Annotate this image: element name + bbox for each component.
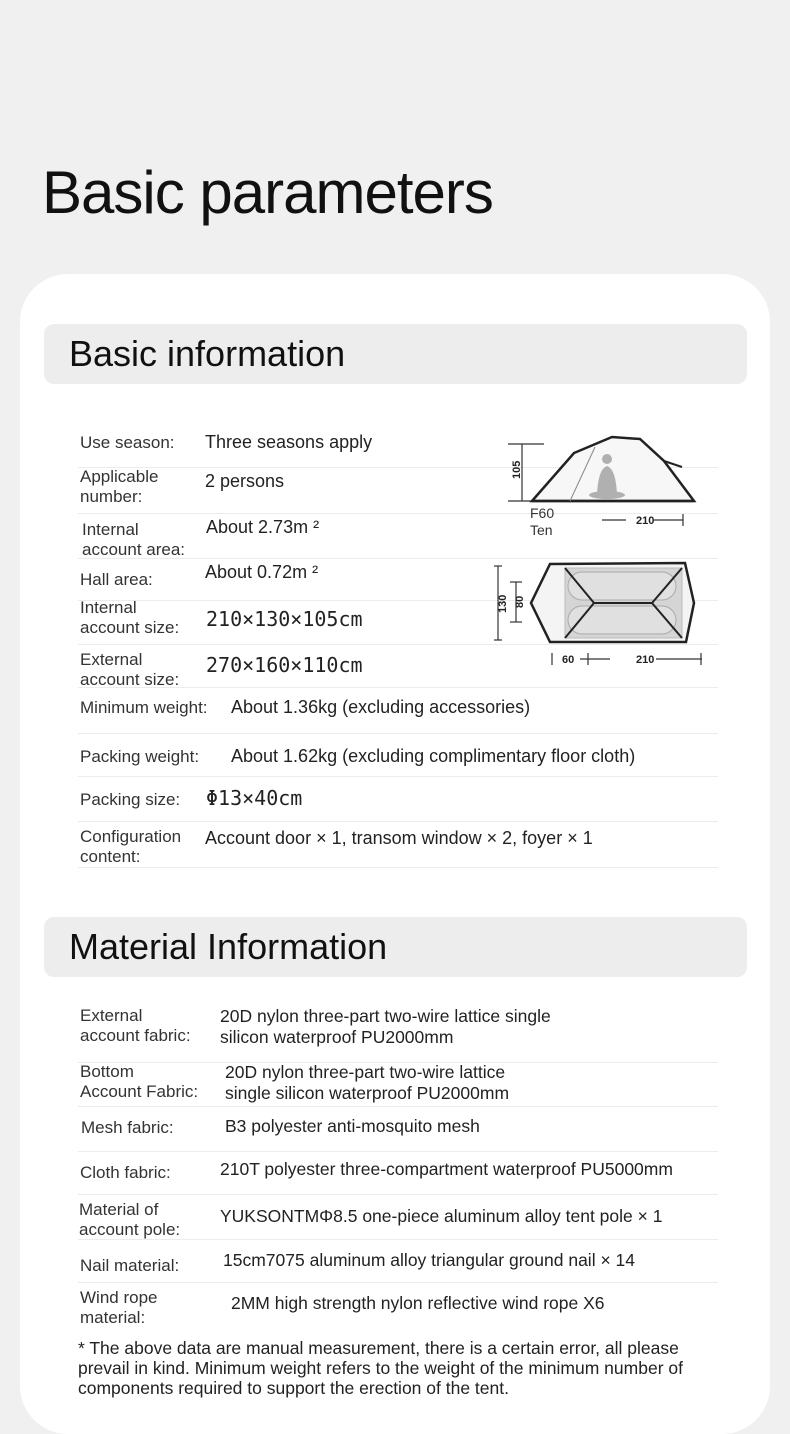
spec-row-packing-size bbox=[78, 776, 718, 822]
basic-information-title: Basic information bbox=[69, 333, 346, 374]
spec-value: 210×130×105cm bbox=[206, 607, 363, 631]
tent-name-label: Ten bbox=[530, 522, 553, 538]
spec-label: Minimum weight: bbox=[80, 698, 208, 717]
parameters-card bbox=[20, 274, 770, 1434]
material-information-header bbox=[44, 917, 747, 977]
tent-hall-label: 60 bbox=[562, 654, 575, 666]
spec-value: About 0.72m ² bbox=[205, 562, 319, 582]
material-row-nail bbox=[78, 1239, 718, 1283]
spec-row-configuration bbox=[78, 821, 718, 868]
spec-value: Three seasons apply bbox=[205, 432, 373, 452]
material-value: 20D nylon three-part two-wire lattice single silicon waterproof PU2000mm bbox=[220, 1006, 551, 1047]
spec-value: About 2.73m ² bbox=[206, 517, 320, 537]
material-value: 15cm7075 aluminum alloy triangular ground nail × 14 bbox=[223, 1250, 635, 1270]
spec-row-packing-weight bbox=[78, 733, 718, 777]
material-row-pole bbox=[78, 1194, 718, 1240]
material-row-mesh-fabric bbox=[78, 1106, 718, 1152]
tent-top-view-diagram bbox=[492, 556, 702, 668]
spec-label: Packing size: bbox=[80, 790, 181, 809]
material-label: Material of account pole: bbox=[79, 1200, 181, 1239]
spec-value: About 1.36kg (excluding accessories) bbox=[231, 697, 531, 717]
tent-length-label: 210 bbox=[636, 515, 655, 527]
tent-side-view-diagram bbox=[500, 429, 700, 541]
tent-inner-width-label: 80 bbox=[514, 595, 526, 608]
spec-label: Configuration content: bbox=[80, 827, 182, 866]
material-label: External account fabric: bbox=[80, 1006, 191, 1045]
material-label: Bottom Account Fabric: bbox=[80, 1062, 199, 1101]
material-value: B3 polyester anti-mosquito mesh bbox=[225, 1116, 480, 1136]
spec-label: Internal account area: bbox=[82, 520, 186, 559]
material-row-bottom-fabric bbox=[78, 1062, 718, 1107]
spec-value: Φ13×40cm bbox=[206, 786, 303, 810]
material-label: Cloth fabric: bbox=[80, 1163, 171, 1182]
material-label: Mesh fabric: bbox=[81, 1118, 174, 1137]
spec-value: 270×160×110cm bbox=[206, 653, 363, 677]
spec-value: Account door × 1, transom window × 2, foyer × 1 bbox=[205, 828, 593, 848]
spec-label: Use season: bbox=[80, 433, 175, 452]
spec-label: Internal account size: bbox=[80, 598, 180, 637]
spec-value: 2 persons bbox=[205, 471, 285, 491]
measurement-disclaimer: * The above data are manual measurement, there is a certain error, all please prevail in kind. Minimum weight refers to the weight of the minimum number of components required to support the erection of the tent. bbox=[78, 1338, 683, 1398]
material-row-wind-rope bbox=[78, 1282, 718, 1329]
material-value: 20D nylon three-part two-wire lattice single silicon waterproof PU2000mm bbox=[225, 1062, 510, 1103]
tent-height-label: 105 bbox=[511, 460, 523, 479]
spec-label: Packing weight: bbox=[80, 747, 200, 766]
spec-label: External account size: bbox=[80, 650, 180, 689]
material-value: 2MM high strength nylon reflective wind rope X6 bbox=[231, 1293, 605, 1313]
material-value: YUKSONTMΦ8.5 one-piece aluminum alloy tent pole × 1 bbox=[220, 1206, 663, 1226]
tent-top-length-label: 210 bbox=[636, 654, 655, 666]
tent-model-label: F60 bbox=[530, 505, 555, 521]
material-label: Wind rope material: bbox=[80, 1288, 158, 1327]
spec-label: Applicable number: bbox=[80, 467, 159, 506]
material-information-title: Material Information bbox=[69, 926, 388, 967]
page-title: Basic parameters bbox=[42, 159, 493, 226]
spec-row-minimum-weight bbox=[78, 687, 718, 734]
material-row-external-fabric bbox=[78, 1006, 718, 1063]
spec-value: About 1.62kg (excluding complimentary floor cloth) bbox=[231, 746, 636, 766]
spec-label: Hall area: bbox=[80, 570, 153, 589]
material-row-cloth-fabric bbox=[78, 1151, 718, 1195]
tent-width-label: 130 bbox=[497, 594, 509, 613]
basic-information-header bbox=[44, 324, 747, 384]
material-label: Nail material: bbox=[80, 1256, 180, 1275]
material-value: 210T polyester three-compartment waterproof PU5000mm bbox=[220, 1159, 673, 1179]
